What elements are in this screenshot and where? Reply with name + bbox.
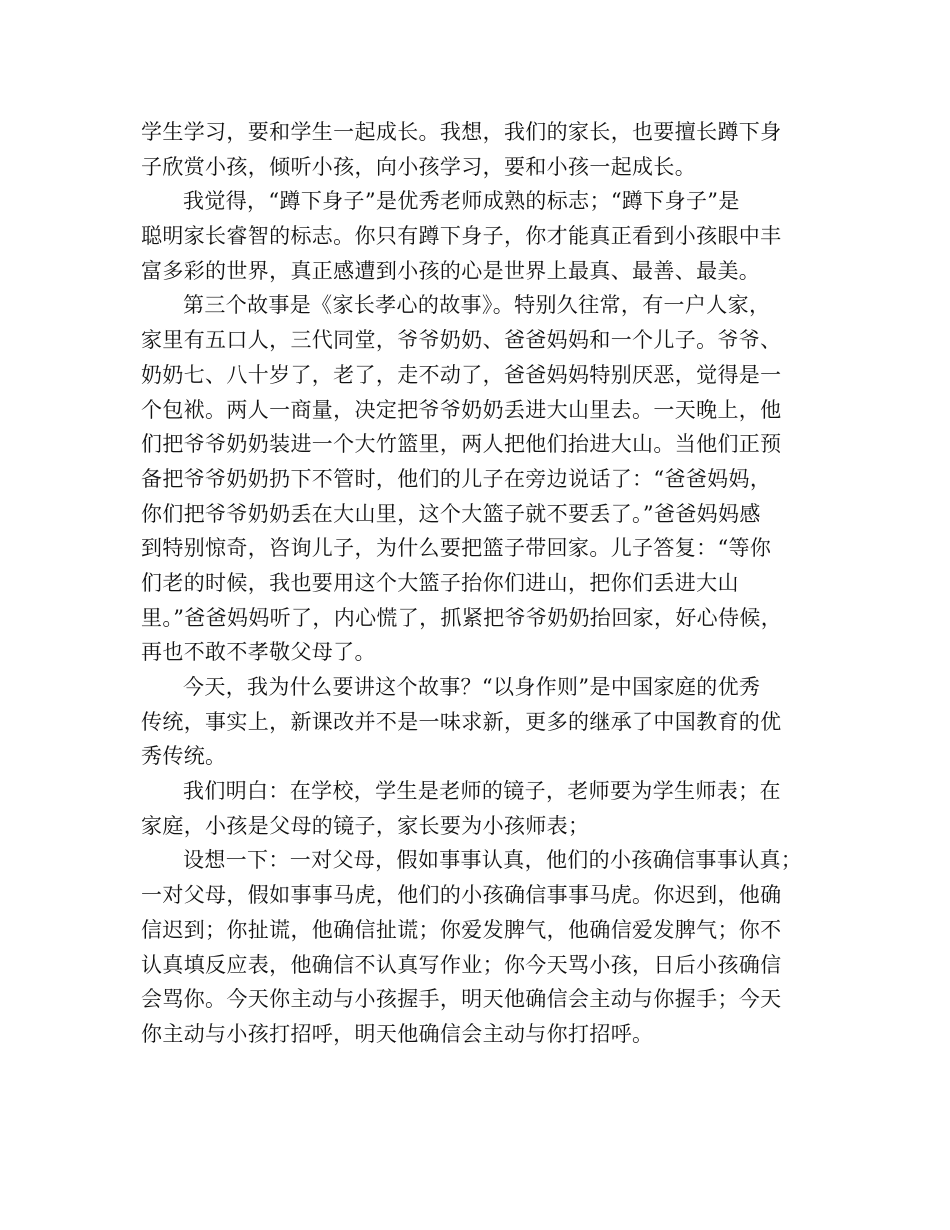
text-line: 一对父母，假如事事马虎，他们的小孩确信事事马虎。你迟到，他确	[141, 883, 782, 908]
text-line: 里。”爸爸妈妈听了，内心慌了，抓紧把爷爷奶奶抬回家，好心侍候，	[141, 605, 783, 630]
text-line: 今天，我为什么要讲这个故事？“以身作则”是中国家庭的优秀	[183, 675, 761, 699]
text-line: 我觉得，“蹲下身子”是优秀老师成熟的标志；“蹲下身子”是	[183, 189, 740, 214]
text-line: 传统，事实上，新课改并不是一味求新，更多的继承了中国教育的优	[141, 709, 782, 734]
paragraph-5	[141, 774, 811, 843]
text-line: 备把爷爷奶奶扔下不管时，他们的儿子在旁边说话了：“爸爸妈妈，	[141, 466, 772, 491]
text-line: 再也不敢不孝敬父母了。	[141, 640, 376, 665]
text-line: 个包袱。两人一商量，决定把爷爷奶奶丢进大山里去。一天晚上，他	[141, 397, 782, 422]
text-line: 到特别惊奇，咨询儿子，为什么要把篮子带回家。儿子答复：“等你	[141, 536, 772, 561]
paragraph-1	[141, 115, 811, 184]
paragraph-3	[141, 288, 811, 670]
paragraph-4	[141, 670, 811, 774]
text-line: 子欣赏小孩，倾听小孩，向小孩学习，要和小孩一起成长。	[141, 154, 697, 179]
text-line: 家庭，小孩是父母的镜子，家长要为小孩师表；	[141, 813, 590, 838]
paragraph-6	[141, 843, 811, 1051]
text-line: 家里有五口人，三代同堂，爷爷奶奶、爸爸妈妈和一个儿子。爷爷、	[141, 328, 782, 353]
text-line: 们把爷爷奶奶装进一个大竹篮里，两人把他们抬进大山。当他们正预	[141, 432, 782, 457]
text-line: 们老的时候，我也要用这个大篮子抬你们进山，把你们丢进大山	[141, 570, 739, 595]
text-line: 富多彩的世界，真正感遭到小孩的心是世界上最真、最善、最美。	[141, 258, 761, 283]
text-line: 认真填反应表，他确信不认真写作业；你今天骂小孩，日后小孩确信	[141, 952, 782, 977]
text-line: 聪明家长睿智的标志。你只有蹲下身子，你才能真正看到小孩眼中丰	[141, 224, 782, 249]
text-line: 学生学习，要和学生一起成长。我想，我们的家长，也要擅长蹲下身	[141, 120, 782, 144]
text-line: 我们明白：在学校，学生是老师的镜子，老师要为学生师表；在	[183, 779, 781, 804]
text-line: 设想一下：一对父母，假如事事认真，他们的小孩确信事事认真；	[183, 848, 803, 873]
text-line: 会骂你。今天你主动与小孩握手，明天他确信会主动与你握手；今天	[141, 987, 782, 1012]
text-line: 你们把爷爷奶奶丢在大山里，这个大篮子就不要丢了。”爸爸妈妈感	[141, 501, 761, 526]
text-line: 秀传统。	[141, 744, 227, 769]
document-body	[141, 115, 811, 1052]
text-line: 奶奶七、八十岁了，老了，走不动了，爸爸妈妈特别厌恶，觉得是一	[141, 362, 782, 387]
text-line: 信迟到；你扯谎，他确信扯谎；你爱发脾气，他确信爱发脾气；你不	[141, 917, 782, 942]
paragraph-2	[141, 184, 811, 288]
text-line: 你主动与小孩打招呼，明天他确信会主动与你打招呼。	[141, 1021, 654, 1046]
text-line: 第三个故事是《家长孝心的故事》。特别久往常，有一户人家，	[183, 293, 771, 318]
